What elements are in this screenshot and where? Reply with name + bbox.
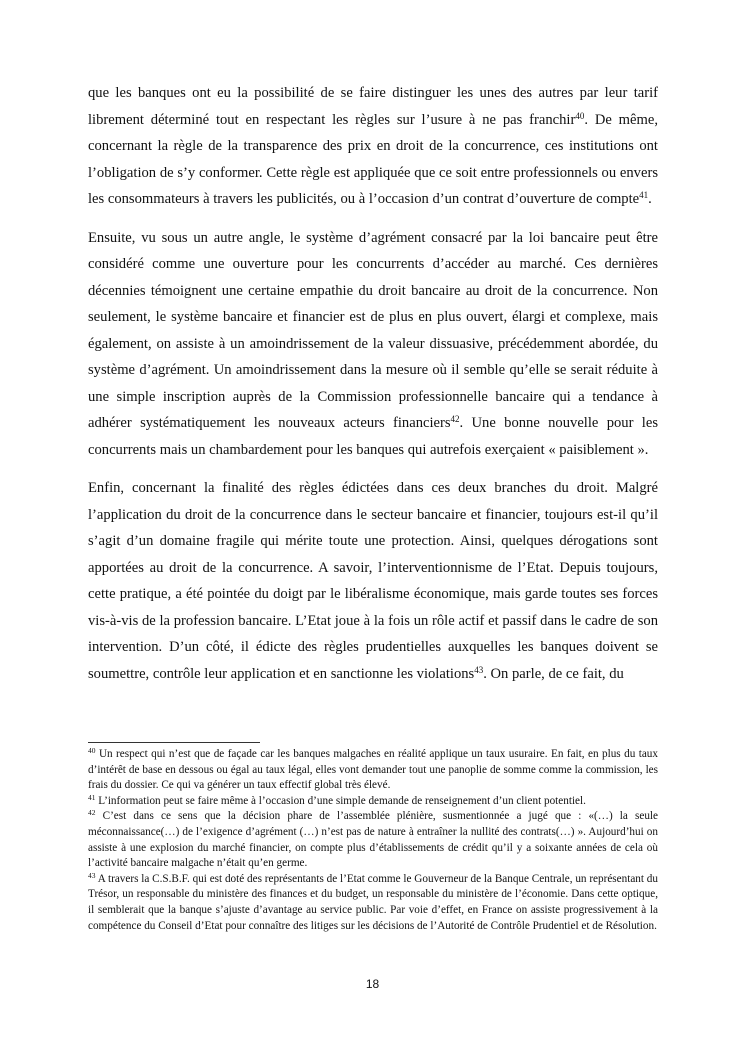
footnote-number: 41 <box>88 792 96 802</box>
footnote-41 <box>88 794 658 810</box>
paragraph-text: que les banques ont eu la possibilité de se faire distinguer les unes des autres par leur tarif librement déterminé tout en respectant les règles sur l’usure à ne pas franchir <box>88 85 658 128</box>
footnote-ref-43[interactable]: 43 <box>474 664 484 675</box>
paragraph-1 <box>88 80 658 213</box>
footnote-number: 43 <box>88 870 96 880</box>
footnote-40 <box>88 747 658 794</box>
paragraph-text: Enfin, concernant la finalité des règles édictées dans ces deux branches du droit. Malgré l’application du droit de la concurrence dans le secteur bancaire et financier, toujours est-il qu’il s’agit d’un domaine fragile qui mérite toute une protection. Ainsi, quelques dérogations sont apportées au droit de la concurrence. A savoir, l’interventionnisme de l’Etat. Depuis toujours, cette pratique, a été pointée du doigt par le libéralisme économique, mais garde toutes ses forces vis-à-vis de la profession bancaire. L’Etat joue à la fois un rôle actif et passif dans le cadre de son intervention. D’un côté, il édicte des règles prudentielles auxquelles les banques doivent se soumettre, contrôle leur application et en sanctionne les violations <box>88 480 658 682</box>
paragraph-2 <box>88 225 658 464</box>
footnote-separator <box>88 742 260 743</box>
footnote-43 <box>88 872 658 934</box>
footnote-text: Un respect qui n’est que de façade car les banques malgaches en réalité applique un taux usuraire. En fait, en plus du taux d’intérêt de base en dessous ou égal au taux légal, elles vont demander tout une panoplie de somme comme la commission, les frais du dossier. Ce qui va générer un taux effectif global très élevé. <box>88 748 658 792</box>
paragraph-3 <box>88 475 658 687</box>
paragraph-text: . Une bonne nouvelle pour les concurrents mais un chambardement pour les banques qui autrefois exerçaient « paisiblement ». <box>88 415 658 458</box>
paragraph-text: Ensuite, vu sous un autre angle, le système d’agrément consacré par la loi bancaire peut être considéré comme une ouverture pour les concurrents d’accéder au marché. Ces dernières décennies témoignent une certaine empathie du droit bancaire au droit de la concurrence. Non seulement, le système bancaire et financier est de plus en plus ouvert, élargi et complexe, mais également, on assiste à un amoindrissement de la valeur dissuasive, précédemment abordée, du système d’agrément. Un amoindrissement dans la mesure où il semble qu’elle se serait réduite à une simple inscription auprès de la Commission professionnelle bancaire qui a tendance à adhérer systématiquement les nouveaux acteurs financiers <box>88 229 658 431</box>
footnote-text: A travers la C.S.B.F. qui est doté des représentants de l’Etat comme le Gouverneur de la Banque Centrale, un représentant du Trésor, un responsable du ministère des finances et du budget, un responsable du ministère de l’économie. Dans cette optique, il semblerait que la banque s’ajuste d’avantage au service public. Par voie d’effet, en France on assiste progressivement à la compétence du Conseil d’Etat pour connaître des litiges sur les décisions de l’Autorité de Contrôle Prudentiel et de Résolution. <box>88 872 658 932</box>
footnote-number: 42 <box>88 808 96 818</box>
footnotes <box>88 747 658 934</box>
footnote-ref-41[interactable]: 41 <box>639 190 649 200</box>
footnote-number: 40 <box>88 746 96 755</box>
footnote-text: C’est dans ce sens que la décision phare de l’assemblée plénière, susmentionnée a jugé que : «(…) la seule méconnaissance(…) de l’exigence d’agrément (…) n’est pas de nature à entraîner la nullité des contrats(…) ». Aujourd’hui on assiste à une explosion du marché financier, on compte plus d’établissements de crédit qu’il y a soixante années de cela où l’activité bancaire malgache n’était qu’en germe. <box>88 810 658 870</box>
paragraph-text: . On parle, de ce fait, du <box>483 665 624 682</box>
page-body <box>88 80 658 699</box>
footnote-text: L’information peut se faire même à l’occasion d’une simple demande de renseignement d’un client potentiel. <box>95 794 586 807</box>
footnote-ref-40[interactable]: 40 <box>575 110 585 121</box>
footnote-ref-42[interactable]: 42 <box>450 414 460 424</box>
paragraph-text: . <box>648 191 652 207</box>
page-number: 18 <box>365 977 380 991</box>
footnote-42 <box>88 809 658 871</box>
paragraph-text: . De même, concernant la règle de la transparence des prix en droit de la concurrence, ces institutions ont l’obligation de s’y conformer. Cette règle est appliquée que ce soit entre professionnels ou envers les consommateurs à travers les publicités, ou à l’occasion d’un contrat d’ouverture de compte <box>88 111 658 207</box>
